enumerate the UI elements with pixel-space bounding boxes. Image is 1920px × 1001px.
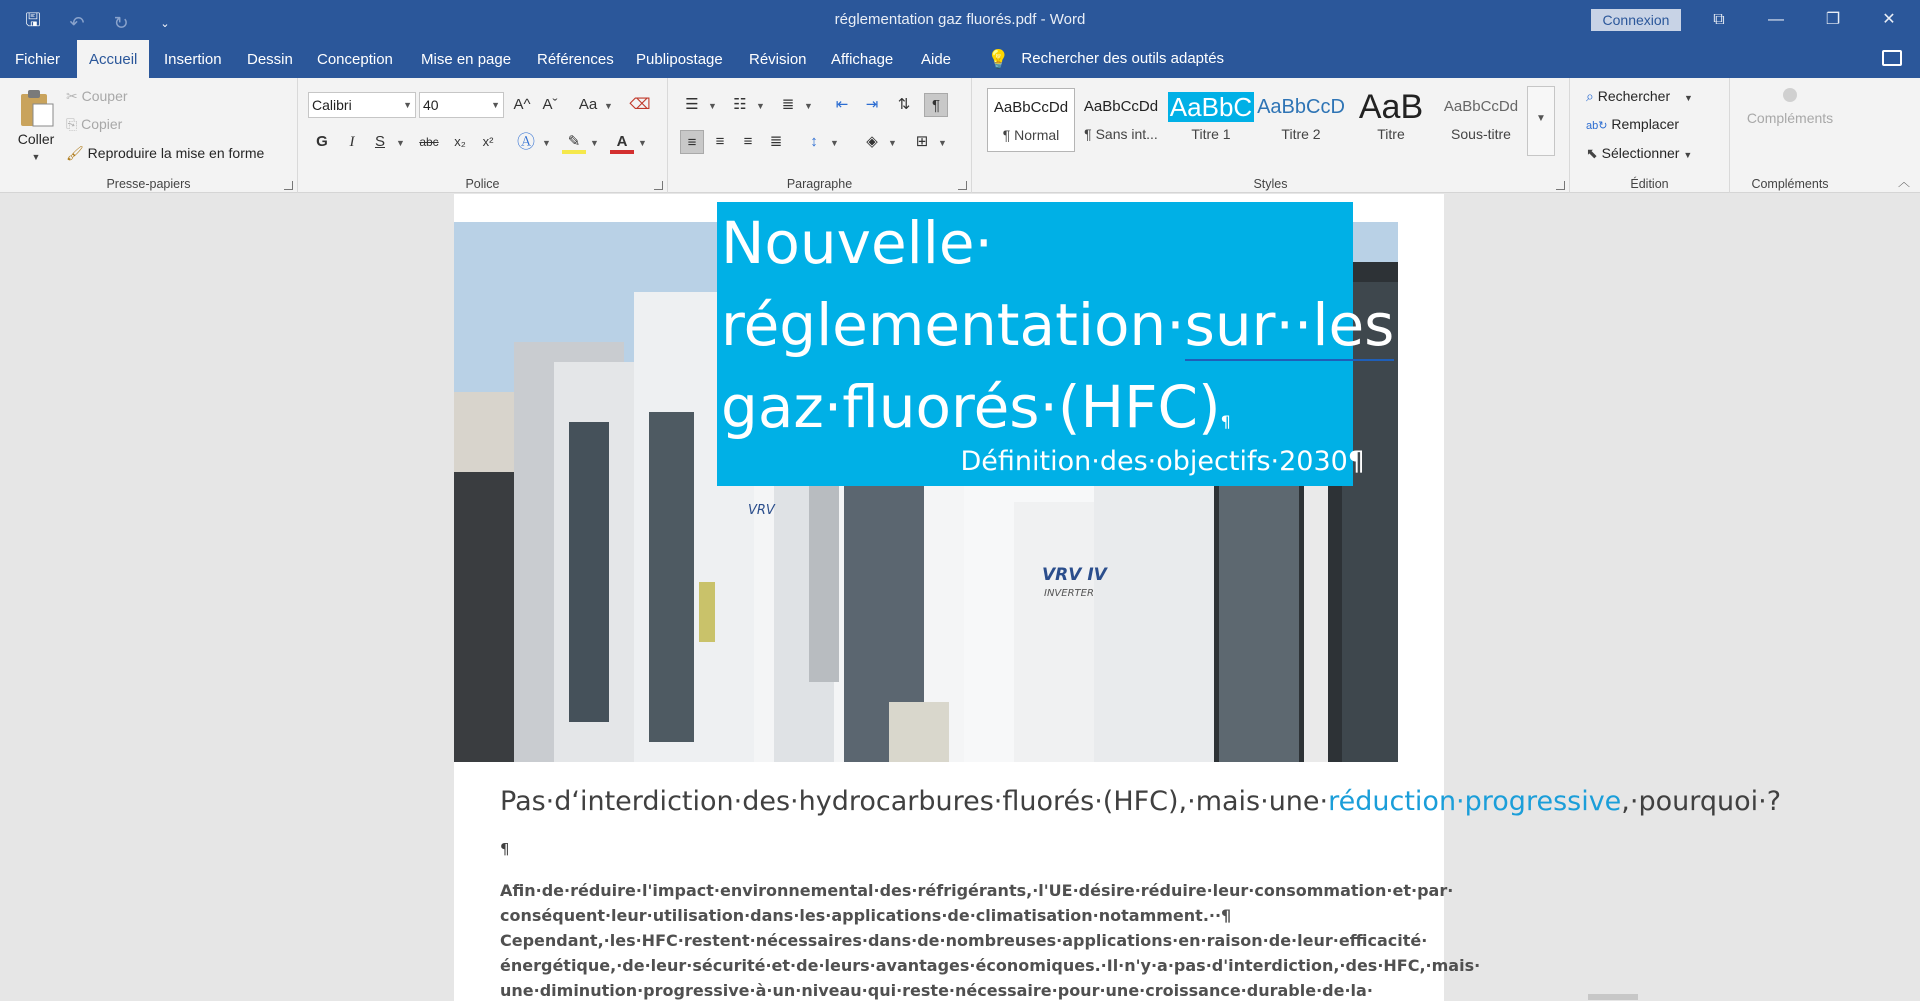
tab-dessin[interactable]: Dessin	[247, 51, 293, 68]
style-sample-text: AaBbC	[1169, 92, 1253, 122]
paintbrush-icon: 🖌	[66, 145, 84, 161]
collapse-ribbon-icon[interactable]: ︿	[1897, 175, 1910, 189]
style-heading-1[interactable]	[1167, 88, 1255, 152]
decrease-indent-icon[interactable]: ⇤	[835, 96, 849, 113]
clipboard-launcher-icon[interactable]	[284, 181, 293, 190]
select-button[interactable]	[1586, 145, 1692, 162]
style-sample: AaBbCcD	[1257, 96, 1345, 118]
ribbon-display-icon[interactable]: ⧉	[1713, 11, 1725, 28]
clear-formatting-icon[interactable]: ⌫	[629, 96, 651, 113]
underline-button[interactable]: S	[374, 133, 385, 150]
tell-me-label: Rechercher des outils adaptés	[1021, 50, 1225, 67]
title-word-gaz: gaz·fluorés·(HFC)	[721, 373, 1221, 441]
addins-group-label: Compléments	[1751, 177, 1829, 191]
vrv-label: VRV	[748, 503, 775, 518]
style-subtitle[interactable]	[1437, 88, 1525, 152]
replace-icon: ab↻	[1586, 120, 1608, 132]
addins-icon	[1783, 88, 1797, 102]
grow-font-button[interactable]: A^	[513, 96, 531, 113]
body-line: une·diminution·progressive·à·un·niveau·qui·reste·nécessaire·pour·une·croissance·durable·de·la·	[500, 981, 1373, 1000]
style-normal[interactable]	[987, 88, 1075, 152]
font-size-value: 40	[423, 97, 439, 113]
body-line: Cependant,·les·HFC·restent·nécessaires·dans·de·nombreuses·applications·en·raison·de·leur·efficacité·	[500, 931, 1428, 950]
italic-button[interactable]: I	[349, 134, 355, 150]
align-right-icon[interactable]: ≡	[743, 133, 753, 150]
style-sample: AaBbCcDd	[993, 99, 1069, 116]
superscript-button[interactable]: x²	[482, 134, 494, 149]
lightbulb-icon: 💡	[987, 49, 1010, 69]
replace-label: Remplacer	[1611, 116, 1680, 132]
cut-label: Couper	[81, 88, 128, 104]
paragraph-group-label: Paragraphe	[786, 177, 853, 191]
chevron-down-icon[interactable]: ▼	[756, 101, 765, 111]
tab-revision[interactable]: Révision	[749, 51, 807, 68]
body-line: énergétique,·de·leur·sécurité·et·de·leurs·avantages·économiques.·Il·n'y·a·pas·d'interdiction,·des·HFC,·mais·	[500, 956, 1481, 975]
pilcrow-mark: ¶	[1220, 412, 1231, 431]
body-line: Afin·de·réduire·l'impact·environnemental·des·réfrigérants,·l'UE·désire·réduire·leur·consommation·et·par·	[500, 881, 1454, 900]
replace-button[interactable]	[1586, 116, 1679, 132]
horizontal-scrollbar[interactable]	[1588, 994, 1638, 1000]
editing-group-label: Édition	[1630, 177, 1669, 191]
document-subtitle[interactable]: Définition·des·objectifs·2030¶	[960, 446, 1365, 477]
font-group-label: Police	[465, 177, 500, 191]
save-icon[interactable]: 🖫	[25, 10, 41, 30]
style-name: Titre 2	[1281, 126, 1321, 142]
close-icon[interactable]: ✕	[1882, 11, 1896, 28]
subscript-button[interactable]: x₂	[454, 134, 466, 149]
numbering-icon[interactable]: ☷	[733, 96, 747, 113]
tab-aide[interactable]: Aide	[921, 51, 952, 68]
chevron-down-icon[interactable]: ▼	[542, 138, 551, 148]
title-line-1: Nouvelle·	[721, 209, 993, 277]
strikethrough-button[interactable]: abc	[419, 135, 439, 149]
style-title[interactable]	[1347, 88, 1435, 152]
copy-icon: ⎘	[66, 116, 78, 132]
scissors-icon: ✂	[66, 88, 78, 104]
style-name: ¶ Sans int...	[1084, 126, 1158, 142]
font-name-value: Calibri	[312, 97, 352, 113]
title-word-sur-les: sur··les	[1184, 291, 1395, 359]
style-heading-2[interactable]	[1257, 88, 1345, 152]
addins-button[interactable]	[1730, 88, 1850, 126]
style-sample: AaB	[1358, 88, 1424, 126]
style-name: ¶ Normal	[1002, 127, 1060, 143]
chevron-down-icon[interactable]: ▼	[638, 138, 647, 148]
title-line-2-end: ·	[1394, 291, 1413, 359]
title-word-reglementation: réglementation·	[721, 291, 1185, 359]
comments-icon[interactable]	[1882, 50, 1902, 66]
undo-icon[interactable]: ↶	[69, 12, 85, 33]
chevron-down-icon[interactable]: ▼	[1683, 150, 1693, 160]
styles-more-button[interactable]	[1527, 86, 1555, 156]
copy-label: Copier	[81, 116, 123, 132]
paragraph-launcher-icon[interactable]	[958, 181, 967, 190]
highlight-icon[interactable]: ✎	[562, 130, 586, 154]
style-sample: AaBbCcDd	[1443, 98, 1519, 115]
line-spacing-icon[interactable]: ↕	[810, 133, 818, 150]
sort-icon[interactable]: ⇅	[897, 96, 911, 113]
signin-button[interactable]: Connexion	[1591, 9, 1681, 31]
increase-indent-icon[interactable]: ⇥	[865, 96, 879, 113]
cursor-icon: ⬉	[1586, 145, 1598, 161]
chevron-down-icon[interactable]: ▼	[708, 101, 717, 111]
paste-icon	[17, 88, 55, 128]
align-center-icon[interactable]: ≡	[715, 133, 725, 150]
styles-gallery	[987, 88, 1557, 152]
chevron-down-icon[interactable]: ▼	[491, 100, 500, 110]
title-bar	[0, 0, 1920, 40]
chevron-down-icon[interactable]: ▼	[938, 138, 947, 148]
shrink-font-button[interactable]: Aˇ	[542, 96, 558, 113]
style-sample	[1167, 88, 1255, 126]
bold-button[interactable]: G	[316, 133, 328, 150]
text-effects-icon[interactable]: Ⓐ	[517, 132, 535, 152]
tab-affichage[interactable]: Affichage	[831, 51, 894, 68]
style-name: Titre 1	[1191, 126, 1231, 142]
addins-button-label: Compléments	[1746, 110, 1834, 126]
paragraph-group	[668, 78, 972, 193]
font-group	[298, 78, 668, 193]
styles-launcher-icon[interactable]	[1556, 181, 1565, 190]
chevron-down-icon: ▼	[1536, 113, 1546, 124]
section-heading[interactable]	[500, 780, 1782, 871]
redo-icon[interactable]: ↻	[113, 12, 129, 33]
chevron-down-icon[interactable]: ▼	[403, 100, 412, 110]
clipboard-group	[0, 78, 298, 193]
font-color-button[interactable]: A	[610, 130, 634, 154]
chevron-down-icon[interactable]: ▼	[604, 101, 613, 111]
chevron-down-icon[interactable]: ▼	[31, 152, 41, 162]
multilevel-list-icon[interactable]: ≣	[781, 96, 795, 113]
tab-accueil[interactable]: Accueil	[77, 40, 149, 78]
change-case-button[interactable]: Aa	[578, 96, 598, 113]
customize-qat-icon[interactable]: ⌄	[160, 17, 170, 30]
vrv-iv-label: VRV IV	[1042, 565, 1107, 585]
clipboard-group-label: Presse-papiers	[106, 177, 191, 191]
styles-group-label: Styles	[1253, 177, 1288, 191]
paste-label: Coller	[17, 131, 55, 147]
title-box[interactable]	[717, 202, 1413, 486]
font-launcher-icon[interactable]	[654, 181, 663, 190]
shading-icon[interactable]: ◈	[866, 133, 878, 150]
style-name: Sous-titre	[1451, 126, 1511, 142]
tab-references[interactable]: Références	[537, 51, 614, 68]
bullets-icon[interactable]: ☰	[685, 96, 699, 113]
style-sample: AaBbCcDd	[1083, 98, 1159, 115]
cut-button[interactable]	[66, 88, 128, 105]
body-line: conséquent·leur·utilisation·dans·les·applications·de·climatisation·notamment.··¶	[500, 906, 1232, 925]
search-icon: ⌕	[1586, 88, 1594, 104]
select-label: Sélectionner	[1601, 145, 1680, 161]
heading-part-2: ,·pourquoi·?	[1621, 786, 1782, 817]
find-button[interactable]	[1586, 88, 1693, 105]
body-paragraphs[interactable]	[500, 878, 1481, 1001]
chevron-down-icon[interactable]: ▼	[888, 138, 897, 148]
borders-icon[interactable]: ⊞	[915, 133, 929, 150]
restore-icon[interactable]: ❐	[1825, 11, 1841, 28]
chevron-down-icon[interactable]: ▼	[1684, 93, 1693, 103]
inverter-label: INVERTER	[1044, 588, 1094, 599]
pilcrow-mark: ¶	[500, 840, 510, 858]
tab-fichier[interactable]: Fichier	[15, 51, 61, 68]
addins-group	[1730, 78, 1850, 193]
title-line-2	[721, 284, 1413, 366]
format-painter-button[interactable]	[66, 145, 264, 162]
tab-conception[interactable]: Conception	[317, 51, 393, 68]
document-page[interactable]	[454, 194, 1782, 1001]
style-name: Titre	[1377, 126, 1405, 142]
chevron-down-icon[interactable]: ▼	[804, 101, 813, 111]
heading-part-1: Pas·d‘interdiction·des·hydrocarbures·fluorés·(HFC),·mais·une·	[500, 786, 1329, 817]
style-no-spacing[interactable]	[1077, 88, 1165, 152]
tab-mise-en-page[interactable]: Mise en page	[421, 51, 512, 68]
document-title[interactable]	[721, 202, 1413, 463]
window-title: réglementation gaz fluorés.pdf - Word	[834, 11, 1086, 28]
format-painter-label: Reproduire la mise en forme	[87, 145, 265, 161]
document-area[interactable]	[0, 194, 1920, 1001]
copy-button[interactable]	[66, 116, 122, 133]
tab-insertion[interactable]: Insertion	[164, 51, 222, 68]
chevron-down-icon[interactable]: ▼	[830, 138, 839, 148]
ribbon	[0, 78, 1920, 193]
paste-button[interactable]	[14, 88, 58, 163]
editing-group	[1570, 78, 1730, 193]
tab-publipostage[interactable]: Publipostage	[636, 51, 723, 68]
justify-icon[interactable]: ≣	[769, 133, 783, 150]
minimize-icon[interactable]: —	[1768, 11, 1784, 28]
font-size-combo[interactable]	[419, 92, 504, 118]
menu-bar	[0, 40, 1920, 78]
chevron-down-icon[interactable]: ▼	[590, 138, 599, 148]
align-left-icon[interactable]: ≡	[680, 130, 704, 154]
find-label: Rechercher	[1597, 88, 1671, 104]
font-name-combo[interactable]	[308, 92, 416, 118]
show-formatting-marks-icon[interactable]: ¶	[924, 93, 948, 117]
heading-accent: réduction·progressive	[1328, 786, 1622, 817]
tell-me-search[interactable]	[987, 40, 1224, 78]
chevron-down-icon[interactable]: ▼	[396, 138, 405, 148]
